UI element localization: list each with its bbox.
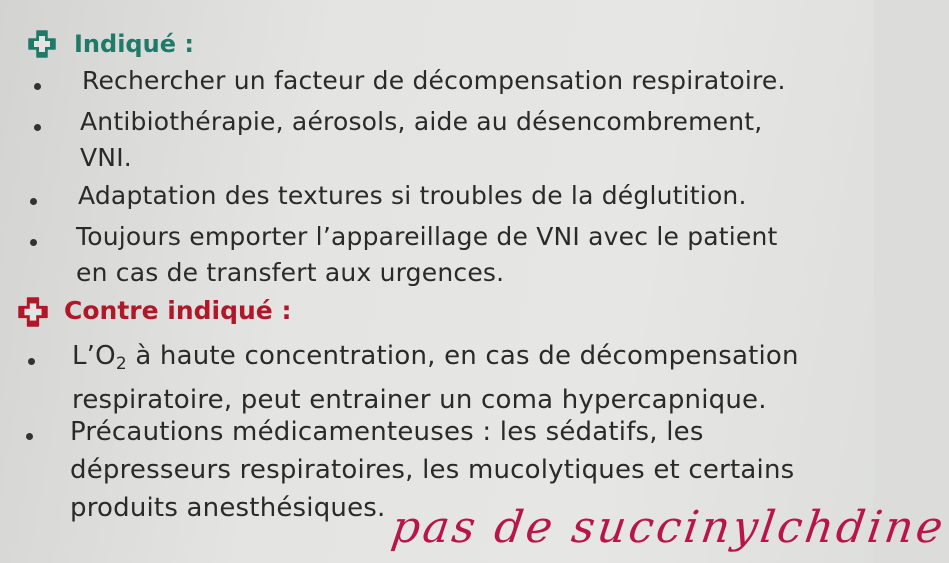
bullet xyxy=(34,124,41,131)
list-item: Rechercher un facteur de décompensation respiratoire. xyxy=(82,66,786,95)
bullet xyxy=(28,358,35,365)
red-cross-icon xyxy=(18,297,46,325)
bullet xyxy=(34,83,41,90)
contre-indique-title: Contre indiqué : xyxy=(64,296,292,325)
indique-title: Indiqué : xyxy=(74,30,194,58)
list-item: $L’O_2$ à haute concentration, en cas de décompensation respiratoire, peut entrainer un coma hypercapnique. xyxy=(72,341,799,415)
bullet xyxy=(30,198,37,205)
handwritten-note: pas de succinylchdine xyxy=(388,502,949,553)
bullet xyxy=(30,239,37,246)
indique-header xyxy=(28,30,194,58)
green-cross-icon xyxy=(28,30,56,58)
bullet xyxy=(26,433,33,440)
list-item: Adaptation des textures si troubles de la déglutition. xyxy=(78,181,747,210)
list-item: Précautions médicamenteuses : les sédatifs, les dépresseurs respiratoires, les mucolytiques et certains produits anesthésiques. xyxy=(70,417,795,523)
list-item: Antibiothérapie, aérosols, aide au désencombrement, VNI. xyxy=(80,107,763,172)
contre-indique-header xyxy=(18,296,291,325)
list-item: Toujours emporter l’appareillage de VNI avec le patient en cas de transfert aux urgences. xyxy=(76,222,778,287)
